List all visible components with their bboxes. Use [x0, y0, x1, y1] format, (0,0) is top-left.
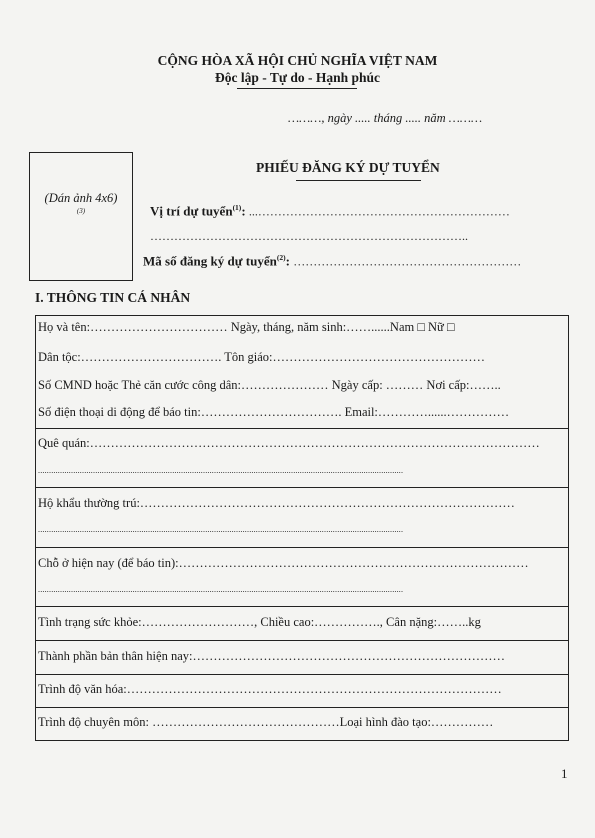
reg-code-field[interactable] [143, 253, 521, 269]
table-divider [35, 606, 569, 607]
phone-email-row[interactable]: Số điện thoại di động để báo tin:……………………………. Email:…………......…………… [38, 405, 510, 419]
position-dots-line2[interactable]: …………………………………………………………………….. [150, 229, 468, 243]
hometown-field[interactable]: Quê quán:……………………………………………………………………………………………… [38, 436, 540, 450]
reg-code-colon: : [285, 253, 290, 269]
nation-title: CỘNG HÒA XÃ HỘI CHỦ NGHĨA VIỆT NAM [157, 53, 438, 68]
current-address-field[interactable]: Chỗ ở hiện nay (để báo tin):………………………………………………………………………… [38, 556, 529, 570]
id-card-row[interactable]: Số CMND hoặc Thẻ căn cước công dân:………………… Ngày cấp: ……… Nơi cấp:…….. [38, 378, 501, 392]
position-dots[interactable]: ...……………………………………………………… [248, 204, 510, 219]
household-field[interactable]: Hộ khẩu thường trú:……………………………………………………………………………… [38, 496, 515, 510]
form-title: PHIẾU ĐĂNG KÝ DỰ TUYỂN [256, 160, 440, 175]
table-divider [35, 487, 569, 488]
position-note-ref: (1) [232, 203, 242, 212]
health-height-weight-row[interactable]: Tình trạng sức khỏe:………………………, Chiều cao:……………., Cân nặng:……..kg [38, 615, 481, 629]
table-divider [35, 707, 569, 708]
reg-code-note-ref: (2) [276, 253, 286, 262]
household-dots-line[interactable]: ...................................................................................................................................................................... [38, 525, 404, 534]
form-title-underline [296, 180, 421, 181]
hometown-dots-line[interactable]: ...................................................................................................................................................................... [38, 466, 404, 475]
current-address-dots-line[interactable]: ...................................................................................................................................................................... [38, 585, 404, 594]
position-field[interactable] [150, 203, 510, 219]
motto: Độc lập - Tự do - Hạnh phúc [214, 70, 381, 85]
section-personal-info-title: I. THÔNG TIN CÁ NHÂN [35, 290, 191, 305]
social-background-row[interactable]: Thành phần bản thân hiện nay:………………………………………………………………… [38, 649, 505, 663]
motto-underline [237, 88, 357, 89]
education-level-row[interactable]: Trình độ văn hóa:……………………………………………………………………………… [38, 682, 502, 696]
photo-note-ref: (3) [76, 207, 86, 215]
table-divider [35, 674, 569, 675]
table-divider [35, 640, 569, 641]
reg-code-dots[interactable]: ………………………………………………… [293, 254, 522, 269]
page-number: 1 [561, 766, 568, 781]
photo-caption: (Dán ảnh 4x6) [44, 191, 118, 205]
ethnic-religion-row[interactable]: Dân tộc:……………………………. Tôn giáo:…………………………………………… [38, 350, 485, 364]
date-line[interactable]: ………, ngày ..... tháng ..... năm ……… [288, 111, 483, 125]
table-divider [35, 428, 569, 429]
table-divider [35, 547, 569, 548]
photo-box[interactable] [29, 152, 133, 281]
name-dob-gender-row[interactable]: Họ và tên:…………………………… Ngày, tháng, năm sinh:……......Nam □ Nữ □ [38, 320, 455, 334]
position-label: Vị trí dự tuyển [150, 203, 233, 219]
reg-code-label: Mã số đăng ký dự tuyển [143, 253, 277, 269]
professional-level-row[interactable]: Trình độ chuyên môn: ………………………………………Loại hình đào tạo:…………… [38, 715, 494, 729]
position-colon: : [241, 203, 246, 219]
